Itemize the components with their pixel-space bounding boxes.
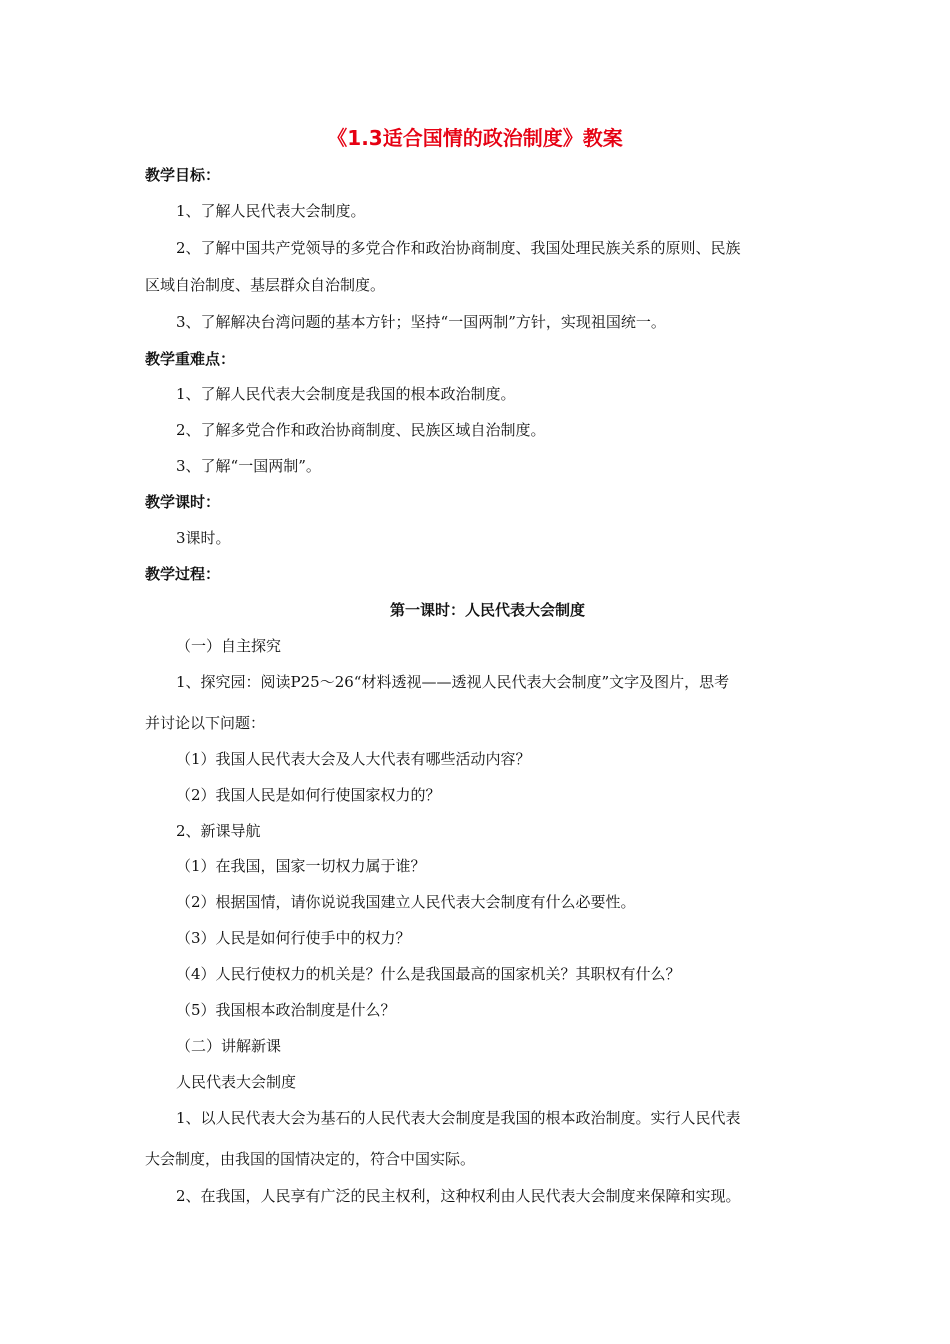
- objective-item: 2、了解中国共产党领导的多党合作和政治协商制度、我国处理民族关系的原则、民族: [176, 239, 741, 257]
- process-line: （2）我国人民是如何行使国家权力的？: [176, 786, 441, 804]
- process-line-continued: 并讨论以下问题：: [145, 714, 266, 732]
- process-line: （1）我国人民代表大会及人大代表有哪些活动内容？: [176, 750, 531, 768]
- process-line: 2、新课导航: [176, 822, 261, 840]
- key-point-item: 1、了解人民代表大会制度是我国的根本政治制度。: [176, 385, 516, 403]
- objectives-heading: 教学目标：: [145, 166, 221, 184]
- process-line: （4）人民行使权力的机关是？什么是我国最高的国家机关？其职权有什么？: [176, 965, 681, 983]
- process-heading: 教学过程：: [145, 565, 221, 583]
- objective-item: 3、了解解决台湾问题的基本方针；坚持“一国两制”方针，实现祖国统一。: [176, 313, 666, 331]
- process-line: 人民代表大会制度: [176, 1073, 297, 1091]
- objective-item-continued: 区域自治制度、基层群众自治制度。: [145, 276, 386, 294]
- process-line: 1、以人民代表大会为基石的人民代表大会制度是我国的根本政治制度。实行人民代表: [176, 1109, 741, 1127]
- hours-heading: 教学课时：: [145, 493, 221, 511]
- process-line: 2、在我国，人民享有广泛的民主权利，这种权利由人民代表大会制度来保障和实现。: [176, 1187, 741, 1205]
- hours-value: 3课时。: [176, 529, 231, 547]
- process-line-continued: 大会制度，由我国的国情决定的，符合中国实际。: [145, 1150, 476, 1168]
- process-line: （一）自主探究: [176, 637, 282, 655]
- process-line: （5）我国根本政治制度是什么？: [176, 1001, 396, 1019]
- document-title: 《1.3适合国情的政治制度》教案: [327, 126, 623, 150]
- key-point-item: 3、了解“一国两制”。: [176, 457, 321, 475]
- process-line: （3）人民是如何行使手中的权力？: [176, 929, 411, 947]
- process-line: （1）在我国，国家一切权力属于谁？: [176, 857, 426, 875]
- lesson-title: 第一课时：人民代表大会制度: [389, 601, 585, 619]
- key-points-heading: 教学重难点：: [145, 350, 236, 368]
- process-line: 1、探究园：阅读P25～26“材料透视——透视人民代表大会制度”文字及图片，思考: [176, 673, 730, 691]
- objective-item: 1、了解人民代表大会制度。: [176, 202, 366, 220]
- process-line: （2）根据国情，请你说说我国建立人民代表大会制度有什么必要性。: [176, 893, 636, 911]
- key-point-item: 2、了解多党合作和政治协商制度、民族区域自治制度。: [176, 421, 546, 439]
- process-line: （二）讲解新课: [176, 1037, 282, 1055]
